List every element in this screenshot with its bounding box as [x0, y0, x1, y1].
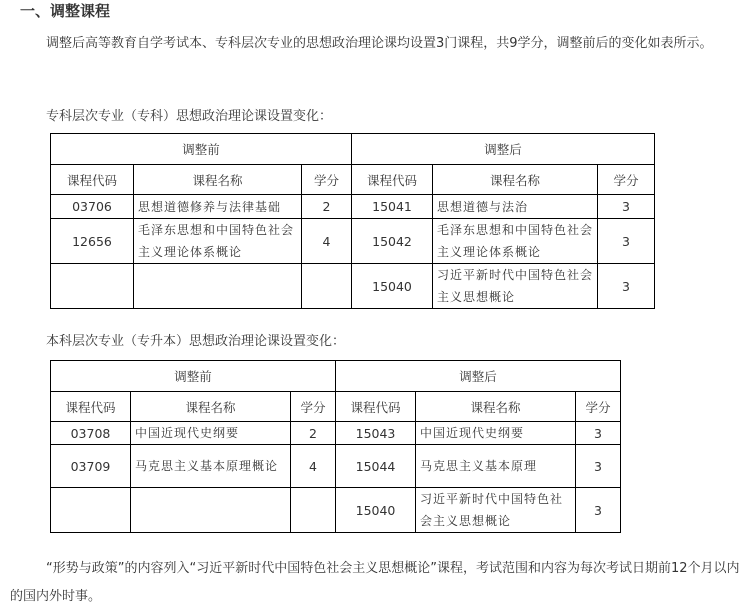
- header-course-name: 课程名称: [433, 165, 598, 195]
- course-name: 毛泽东思想和中国特色社会主义理论体系概论: [433, 219, 598, 264]
- course-name: 毛泽东思想和中国特色社会主义理论体系概论: [134, 219, 302, 264]
- group-before: 调整前: [51, 361, 336, 392]
- course-code: 03709: [51, 445, 131, 488]
- credits: 4: [302, 219, 352, 264]
- course-code: [51, 264, 134, 309]
- course-name: 中国近现代史纲要: [131, 422, 291, 445]
- credits: 3: [598, 219, 655, 264]
- course-name: 中国近现代史纲要: [416, 422, 576, 445]
- group-before: 调整前: [51, 134, 352, 165]
- credits: 4: [291, 445, 336, 488]
- header-course-name: 课程名称: [131, 392, 291, 422]
- credits: [291, 488, 336, 533]
- header-credits: 学分: [291, 392, 336, 422]
- header-credits: 学分: [598, 165, 655, 195]
- header-course-name: 课程名称: [416, 392, 576, 422]
- header-credits: 学分: [302, 165, 352, 195]
- course-code: 15040: [352, 264, 433, 309]
- course-code: 15042: [352, 219, 433, 264]
- table-row: [51, 488, 621, 533]
- table2-caption: 本科层次专业（专升本）思想政治理论课设置变化：: [46, 334, 346, 349]
- table-group-row: [51, 134, 655, 165]
- table1-caption: 专科层次专业（专科）思想政治理论课设置变化：: [46, 109, 333, 124]
- credits: 2: [302, 195, 352, 219]
- header-course-code: 课程代码: [51, 165, 134, 195]
- header-course-name: 课程名称: [134, 165, 302, 195]
- group-after: 调整后: [336, 361, 621, 392]
- table-row: [51, 422, 621, 445]
- credits: 3: [598, 195, 655, 219]
- credits: 2: [291, 422, 336, 445]
- credits: 3: [576, 445, 621, 488]
- course-name: 思想道德修养与法律基础: [134, 195, 302, 219]
- course-code: 15040: [336, 488, 416, 533]
- closing-paragraph: “形势与政策”的内容列入“习近平新时代中国特色社会主义思想概论”课程，考试范围和内容为每次考试日期前12个月以内的国内外时事。: [10, 561, 740, 604]
- course-code: 12656: [51, 219, 134, 264]
- intro-paragraph: 调整后高等教育自学考试本、专科层次专业的思想政治理论课均设置3门课程，共9学分，调整前后的变化如表所示。: [46, 36, 713, 51]
- course-name: 习近平新时代中国特色社会主义思想概论: [433, 264, 598, 309]
- course-code: 03708: [51, 422, 131, 445]
- section-heading: 一、调整课程: [20, 2, 111, 20]
- course-name: 思想道德与法治: [433, 195, 598, 219]
- course-name: 马克思主义基本原理概论: [131, 445, 291, 488]
- course-code: 15044: [336, 445, 416, 488]
- course-code: 15041: [352, 195, 433, 219]
- credits: 3: [598, 264, 655, 309]
- header-credits: 学分: [576, 392, 621, 422]
- credits: 3: [576, 422, 621, 445]
- header-course-code: 课程代码: [51, 392, 131, 422]
- table-header-row: [51, 392, 621, 422]
- group-after: 调整后: [352, 134, 655, 165]
- course-name: [134, 264, 302, 309]
- table-row: [51, 219, 655, 264]
- table-row: [51, 445, 621, 488]
- header-course-code: 课程代码: [336, 392, 416, 422]
- course-code: [51, 488, 131, 533]
- specialist-course-table: [50, 133, 655, 309]
- course-name: 习近平新时代中国特色社会主义思想概论: [416, 488, 576, 533]
- table-row: [51, 195, 655, 219]
- course-name: 马克思主义基本原理: [416, 445, 576, 488]
- credits: 3: [576, 488, 621, 533]
- undergraduate-course-table: [50, 360, 621, 533]
- course-code: 03706: [51, 195, 134, 219]
- credits: [302, 264, 352, 309]
- table-row: [51, 264, 655, 309]
- course-name: [131, 488, 291, 533]
- table-group-row: [51, 361, 621, 392]
- course-code: 15043: [336, 422, 416, 445]
- table-header-row: [51, 165, 655, 195]
- header-course-code: 课程代码: [352, 165, 433, 195]
